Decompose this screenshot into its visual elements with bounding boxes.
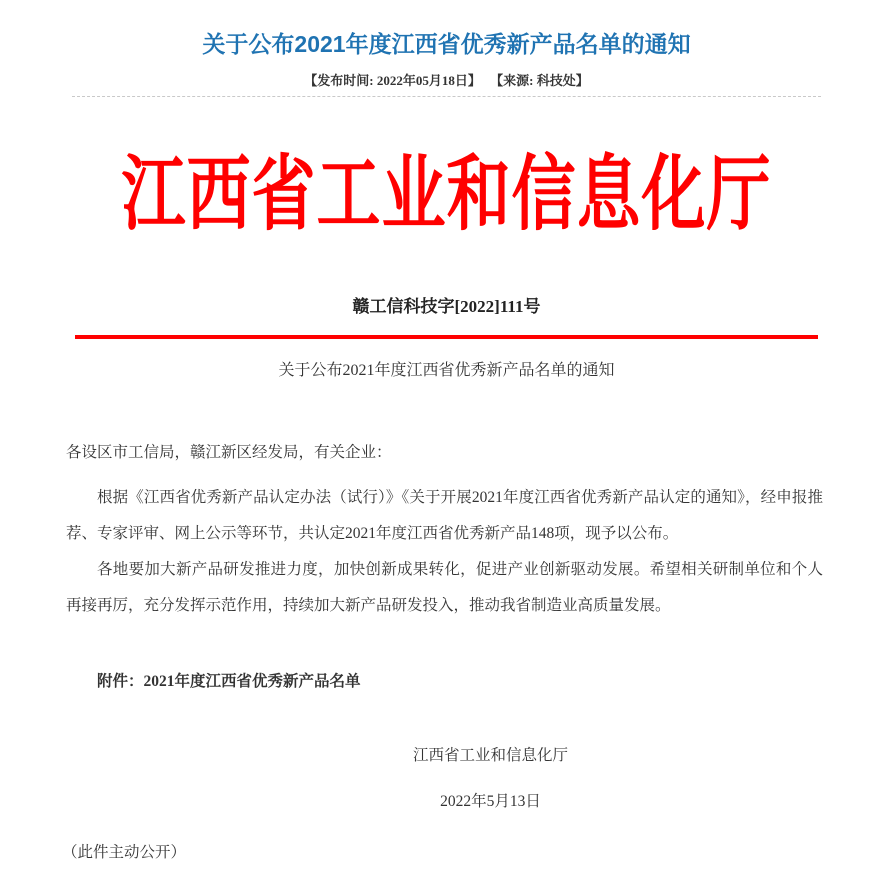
red-rule-divider [75,335,818,339]
meta-line [0,74,893,88]
document-title: 关于公布2021年度江西省优秀新产品名单的通知 [278,362,615,379]
page-title: 关于公布2021年度江西省优秀新产品名单的通知 [202,31,691,57]
dashed-divider [72,96,821,97]
publish-time-label: 【发布时间: 2022年05月18日】 [304,73,481,88]
signature-agency: 江西省工业和信息化厅 [412,747,568,764]
body-paragraph-2: 各地要加大新产品研发推进力度，加快创新成果转化，促进产业创新驱动发展。希望相关研制单位和个人再接再厉，充分发挥示范作用，持续加大新产品研发投入，推动我省制造业高质量发展。 [66,561,823,614]
letterhead [0,148,893,240]
signature-block [0,746,893,812]
letterhead-text: 江西省工业和信息化厅 [121,148,772,240]
notice-document-page [0,30,893,895]
source-label: 【来源: 科技处】 [490,73,589,88]
disclosure-note: （此件主动公开） [62,844,187,861]
document-number: 赣工信科技字[2022]111号 [352,297,541,316]
attachment-line: 附件：2021年度江西省优秀新产品名单 [97,673,361,690]
signature-date: 2022年5月13日 [440,793,541,810]
salutation: 各设区市工信局，赣江新区经发局，有关企业： [66,444,392,461]
body-paragraph-1: 根据《江西省优秀新产品认定办法（试行）》《关于开展2021年度江西省优秀新产品认定的通知》，经申报推荐、专家评审、网上公示等环节，共认定2021年度江西省优秀新产品148项，现予以公布。 [66,489,823,542]
